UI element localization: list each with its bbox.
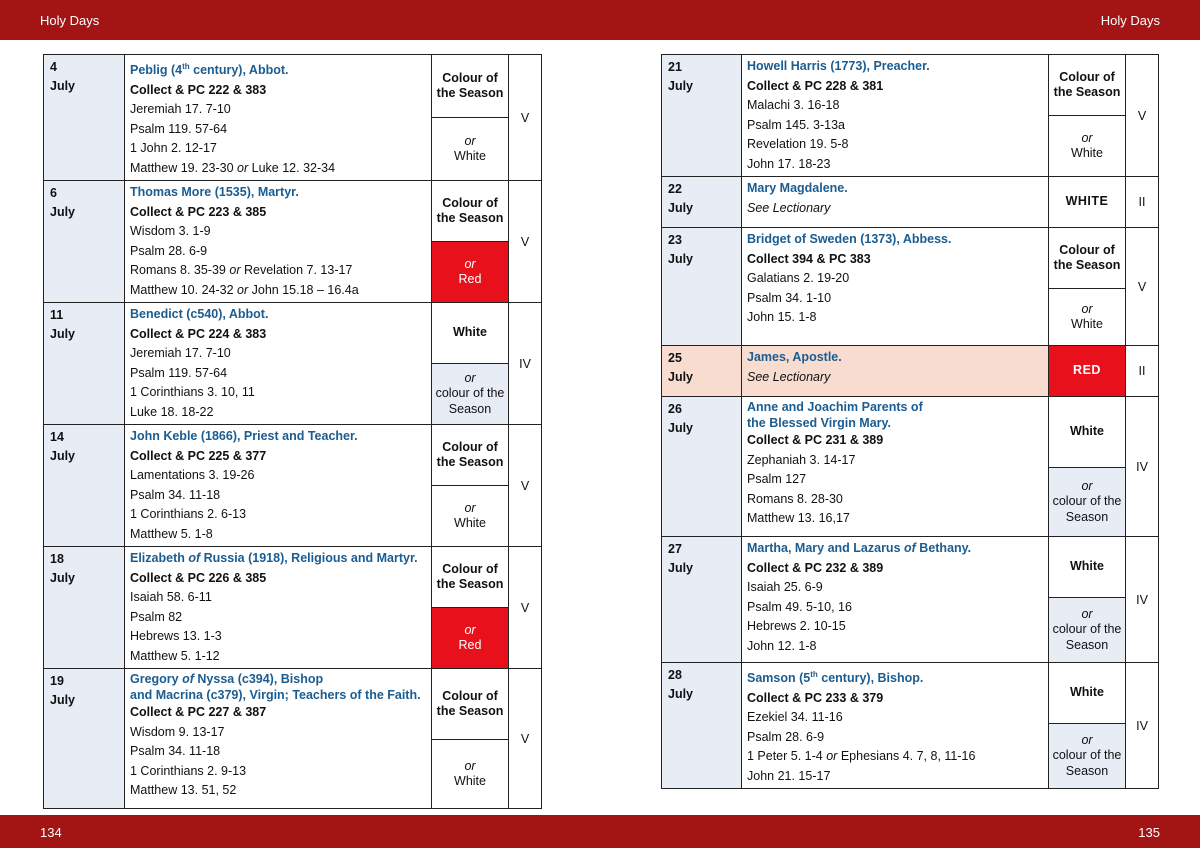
feast-title: James, Apostle. [747,350,842,364]
entry-cell [742,346,1049,397]
header-left-title: Holy Days [40,13,100,28]
table-row [662,228,1159,289]
grade-cell: IV [1126,397,1159,537]
reading: John 15. 1-8 [747,310,817,324]
entry-cell [742,537,1049,663]
date-cell: 14 July [44,425,125,547]
date-cell: 27 July [662,537,742,663]
feast-title: Benedict (c540), Abbot. [130,307,269,322]
reading: Malachi 3. 16-18 [747,98,840,112]
collect-ref: Collect & PC 222 & 383 [130,82,267,97]
colour-primary: Colour of the Season [432,669,509,740]
entry-cell [125,425,432,547]
reading: Galatians 2. 19-20 [747,271,850,285]
colour-alternative: or White [1049,116,1126,177]
reading: Jeremiah 17. 7-10 [130,102,231,117]
colour-primary: White [1049,537,1126,598]
colour-alternative: or White [432,118,509,181]
reading: Isaiah 58. 6-11 [130,590,212,605]
table-row [44,303,542,364]
grade-cell: V [509,181,542,303]
date-cell: 19 July [44,669,125,809]
colour-primary: Colour of the Season [432,547,509,608]
entry-cell [125,547,432,669]
reading: Matthew 19. 23-30 or Luke 12. 32-34 [130,160,336,175]
date-cell: 11 July [44,303,125,425]
colour-primary: Colour of the Season [432,425,509,486]
table-row [44,55,542,118]
feast-title: Peblig (4th century), Abbot. [130,62,289,78]
grade-cell: V [509,669,542,809]
reading: Romans 8. 28-30 [747,491,843,506]
table-row [44,425,542,486]
table-row [662,177,1159,228]
reading: Isaiah 25. 6-9 [747,580,823,594]
grade-cell: V [1126,228,1159,346]
reading: 1 Corinthians 3. 10, 11 [130,385,255,400]
colour-primary: WHITE [1049,177,1126,228]
colour-alternative: or White [1049,289,1126,346]
collect-ref: Collect & PC 226 & 385 [130,570,267,585]
table-row [662,397,1159,468]
reading: Matthew 13. 51, 52 [130,783,237,798]
table-row [662,346,1159,397]
collect-ref: Collect & PC 228 & 381 [747,78,884,93]
reading: John 12. 1-8 [747,638,817,653]
entry-cell [742,177,1049,228]
reading: Zephaniah 3. 14-17 [747,452,856,467]
grade-cell: V [509,547,542,669]
reading: 1 Peter 5. 1-4 or Ephesians 4. 7, 8, 11-16 [747,749,976,764]
collect-ref: Collect & PC 227 & 387 [130,705,267,720]
reading: Psalm 145. 3-13a [747,117,845,132]
collect-ref: Collect & PC 232 & 389 [747,560,884,575]
reading: Psalm 82 [130,609,183,624]
date-cell: 22 July [662,177,742,228]
colour-alternative-red: or Red [432,608,509,669]
grade-cell: IV [509,303,542,425]
collect-ref: Collect & PC 224 & 383 [130,326,267,341]
colour-primary: White [432,303,509,364]
lectionary-note: See Lectionary [747,369,831,384]
grade-cell: II [1126,346,1159,397]
reading: Romans 8. 35-39 or Revelation 7. 13-17 [130,263,353,278]
reading: Psalm 119. 57-64 [130,365,228,380]
page-number-left: 134 [40,825,62,840]
colour-alternative: or colour of the Season [1049,724,1126,789]
colour-alternative: or colour of the Season [1049,468,1126,537]
grade-cell: II [1126,177,1159,228]
reading: 1 Corinthians 2. 9-13 [130,763,247,778]
reading: John 21. 15-17 [747,768,831,783]
colour-alternative: or colour of the Season [432,364,509,425]
colour-primary: White [1049,397,1126,468]
grade-cell: IV [1126,537,1159,663]
reading: Psalm 49. 5-10, 16 [747,599,852,614]
reading: Matthew 10. 24-32 or John 15.18 – 16.4a [130,282,359,297]
collect-ref: Collect & PC 223 & 385 [130,204,267,219]
date-cell: 25 July [662,346,742,397]
date-cell: 4 July [44,55,125,181]
colour-primary: White [1049,663,1126,724]
reading: Revelation 19. 5-8 [747,137,849,151]
date-cell: 23 July [662,228,742,346]
table-row [44,181,542,242]
reading: John 17. 18-23 [747,156,831,171]
feast-title: Anne and Joachim Parents of the Blessed Virgin Mary. [747,400,923,430]
entry-cell [125,181,432,303]
collect-ref: Collect 394 & PC 383 [747,251,871,266]
entry-cell [125,669,432,809]
page-number-right: 135 [1138,825,1160,840]
reading: Psalm 127 [747,472,807,486]
table-row [662,663,1159,724]
reading: 1 John 2. 12-17 [130,141,217,156]
reading: Matthew 5. 1-12 [130,648,220,663]
colour-alternative: or White [432,486,509,547]
colour-alternative: or colour of the Season [1049,598,1126,663]
collect-ref: Collect & PC 225 & 377 [130,448,267,463]
entry-cell [742,397,1049,537]
collect-ref: Collect & PC 231 & 389 [747,433,884,447]
feast-title: Martha, Mary and Lazarus of Bethany. [747,541,972,555]
reading: Psalm 34. 11-18 [130,744,221,759]
reading: Wisdom 3. 1-9 [130,224,211,239]
reading: Hebrews 2. 10-15 [747,619,846,633]
reading: Psalm 28. 6-9 [130,243,208,258]
date-cell: 6 July [44,181,125,303]
feast-title: Gregory of Nyssa (c394), Bishop and Macrina (c379), Virgin; Teachers of the Faith. [130,672,421,703]
feast-title: Mary Magdalene. [747,181,848,195]
date-cell: 21 July [662,55,742,177]
feast-title: Thomas More (1535), Martyr. [130,185,299,200]
feast-title: Samson (5th century), Bishop. [747,670,924,686]
colour-alternative: or White [432,740,509,809]
table-row [44,669,542,740]
reading: Ezekiel 34. 11-16 [747,710,843,725]
reading: Jeremiah 17. 7-10 [130,346,231,361]
reading: Psalm 28. 6-9 [747,729,825,744]
reading: Luke 18. 18-22 [130,404,214,419]
feast-title: Howell Harris (1773), Preacher. [747,59,930,73]
entry-cell [125,55,432,181]
collect-ref: Collect & PC 233 & 379 [747,690,884,705]
grade-cell: IV [1126,663,1159,789]
colour-primary: Colour of the Season [1049,55,1126,116]
header-right-title: Holy Days [1100,13,1160,28]
grade-cell: V [509,425,542,547]
colour-primary: Colour of the Season [432,55,509,118]
colour-primary: Colour of the Season [1049,228,1126,289]
table-row [662,537,1159,598]
reading: Psalm 34. 11-18 [130,487,221,502]
header-band [0,0,1200,40]
grade-cell: V [1126,55,1159,177]
reading: Matthew 13. 16,17 [747,511,850,525]
footer-band [0,815,1200,848]
colour-primary-red: RED [1049,346,1126,397]
reading: Psalm 34. 1-10 [747,290,832,305]
entry-cell [742,663,1049,789]
grade-cell: V [509,55,542,181]
reading: Matthew 5. 1-8 [130,526,213,541]
left-calendar-table [43,54,542,809]
reading: Psalm 119. 57-64 [130,121,228,136]
entry-cell [742,55,1049,177]
feast-title: Elizabeth of Russia (1918), Religious and Martyr. [130,551,418,566]
feast-title: Bridget of Sweden (1373), Abbess. [747,232,952,246]
reading: Lamentations 3. 19-26 [130,468,255,483]
colour-alternative-red: or Red [432,242,509,303]
date-cell: 18 July [44,547,125,669]
feast-title: John Keble (1866), Priest and Teacher. [130,429,358,444]
right-calendar-table [661,54,1159,789]
reading: Wisdom 9. 13-17 [130,724,225,739]
table-row [44,547,542,608]
entry-cell [742,228,1049,346]
entry-cell [125,303,432,425]
reading: Hebrews 13. 1-3 [130,629,222,644]
colour-primary: Colour of the Season [432,181,509,242]
date-cell: 26 July [662,397,742,537]
reading: 1 Corinthians 2. 6-13 [130,507,247,522]
table-row [662,55,1159,116]
date-cell: 28 July [662,663,742,789]
lectionary-note: See Lectionary [747,200,831,215]
